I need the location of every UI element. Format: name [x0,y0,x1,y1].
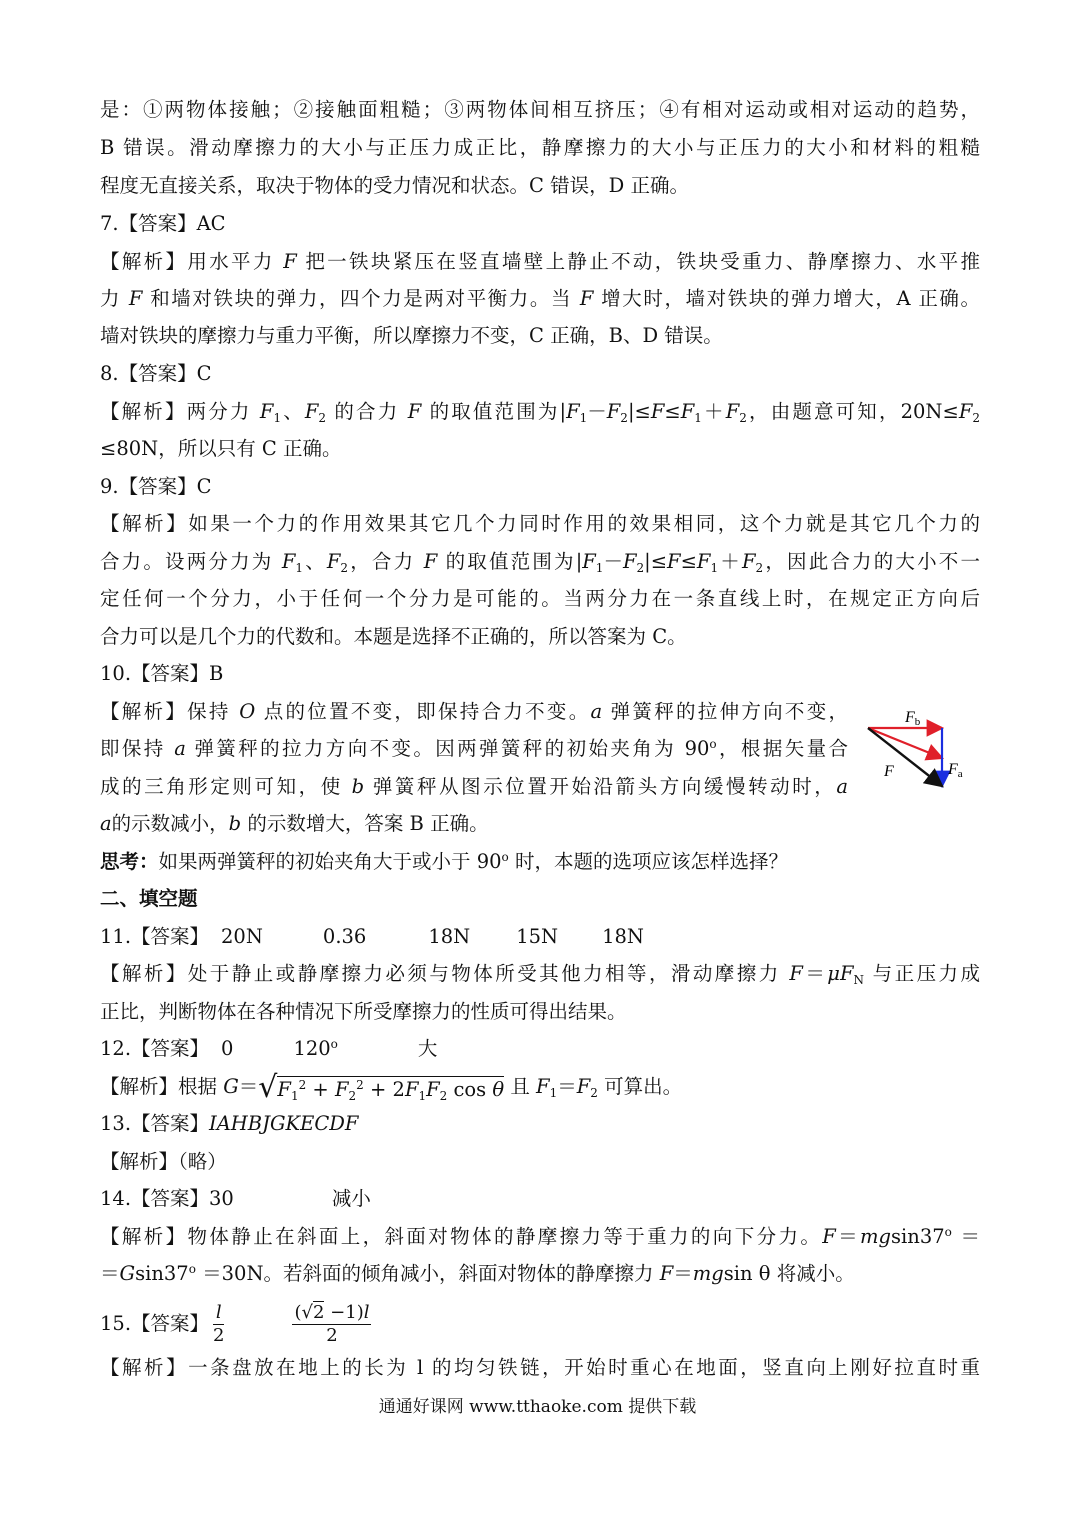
think-question: 思考：如果两弹簧秤的初始夹角大于或小于 90$^o$ 时，本题的选项应该怎样选择？ [100,850,788,873]
fraction-sqrt2-minus-1: $\frac{(√2 -1)l}{2}$ [294,1302,370,1346]
explanation-14-line: 【解析】物体静止在斜面上，斜面对物体的静摩擦力等于重力的向下分力。$F=mgsin37^o$ ＝ [100,1225,980,1248]
answer-7: 7.【答案】AC [100,212,226,235]
answer-13: 13.【答案】IAHBJGKECDF [100,1112,359,1135]
explanation-14-line: $=Gsin37^o =30N$。若斜面的倾角减小，斜面对物体的静摩擦力 F＝mgsin θ 将减小。 [100,1262,855,1285]
explanation-10-line: 成的三角形定则可知，使 b 弹簧秤从图示位置开始沿箭头方向缓慢转动时，a [100,775,848,798]
text-line: 是：①两物体接触；②接触面粗糙；③两物体间相互挤压；④有相对运动或相对运动的趋势， [100,98,980,121]
explanation-7-line: 墙对铁块的摩擦力与重力平衡，所以摩擦力不变，C 正确，B、D 错误。 [100,324,723,347]
answer-8: 8.【答案】C [100,362,212,385]
explanation-7-line: 力 F 和墙对铁块的弹力，四个力是两对平衡力。当 F 增大时，墙对铁块的弹力增大，A 正确。 [100,287,980,310]
explanation-10-line: a的示数减小，b 的示数增大，答案 B 正确。 [100,812,489,835]
answer-15: 15.【答案】 $\frac{l}{2}$ $\frac{(√2 -1)l}{2}$ [100,1302,370,1346]
resultant-force-arrow [868,728,942,786]
answer-10: 10.【答案】B [100,662,224,685]
explanation-11-line: 正比，判断物体在各种情况下所受摩擦力的性质可得出结果。 [100,1000,627,1023]
page-footer: 通通好课网 www.tthaoke.com 提供下载 [378,1397,697,1417]
label-f: F [884,763,894,780]
section-heading: 二、填空题 [100,887,198,910]
explanation-7-line: 【解析】用水平力 F 把一铁块紧压在竖直墙壁上静止不动，铁块受重力、静摩擦力、水平推 [100,250,980,273]
answer-12: 12.【答案】 0 120$^o$ 大 [100,1037,438,1060]
explanation-8-line: 【解析】两分力 $F_1$、$F_2$ 的合力 F 的取值范围为$|F_1-F_2|\le F\le F_1+F_2$，由题意可知，$20N\le F_2$ [100,400,980,424]
text-line: 程度无直接关系，取决于物体的受力情况和状态。C 错误，D 正确。 [100,174,689,197]
answer-9: 9.【答案】C [100,475,212,498]
explanation-10-line: 【解析】保持 O 点的位置不变，即保持合力不变。a 弹簧秤的拉伸方向不变， [100,700,848,723]
label-fa: Fa [948,761,963,780]
explanation-11-line: 【解析】处于静止或静摩擦力必须与物体所受其他力相等，滑动摩擦力 $F=\mu F_N$ 与正压力成 [100,962,980,986]
explanation-13: 【解析】（略） [100,1150,227,1173]
explanation-10-line: 即保持 a 弹簧秤的拉力方向不变。因两弹簧秤的初始夹角为 90$^o$，根据矢量合 [100,737,848,760]
explanation-8-line: ≤80N，所以只有 C 正确。 [100,437,342,460]
sqrt-formula: $√F_1^2 + F_2^2 + 2F_1F_2$ cos θ [258,1070,505,1104]
explanation-9-line: 合力。设两分力为 $F_1$、$F_2$，合力 F 的取值范围为$|F_1-F_2|\le F\le F_1+F_2$，因此合力的大小不一 [100,550,980,574]
explanation-9-line: 合力可以是几个力的代数和。本题是选择不正确的，所以答案为 C。 [100,625,687,648]
explanation-9-line: 【解析】如果一个力的作用效果其它几个力同时作用的效果相同，这个力就是其它几个力的 [100,512,980,535]
force-vector-diagram [858,700,978,792]
force-b-rotated-arrow [868,728,942,758]
answer-14: 14.【答案】30 减小 [100,1187,371,1210]
explanation-15-line: 【解析】一条盘放在地上的长为 l 的均匀铁链，开始时重心在地面，竖直向上刚好拉直时重 [100,1356,980,1379]
answer-11: 11.【答案】 20N 0.36 18N 15N 18N [100,925,644,948]
text-line: B 错误。滑动摩擦力的大小与正压力成正比，静摩擦力的大小与正压力的大小和材料的粗糙 [100,136,980,159]
fraction-l-over-2: $\frac{l}{2}$ [213,1302,225,1346]
explanation-12-line: 【解析】根据 $G=√F_1^2 + F_2^2 + 2F_1F_2$ cos θ 且 $F_1=F_2$ 可算出。 [100,1070,683,1104]
label-fb: Fb [905,709,921,728]
explanation-9-line: 定任何一个分力，小于任何一个分力是可能的。当两分力在一条直线上时，在规定正方向后 [100,587,980,610]
